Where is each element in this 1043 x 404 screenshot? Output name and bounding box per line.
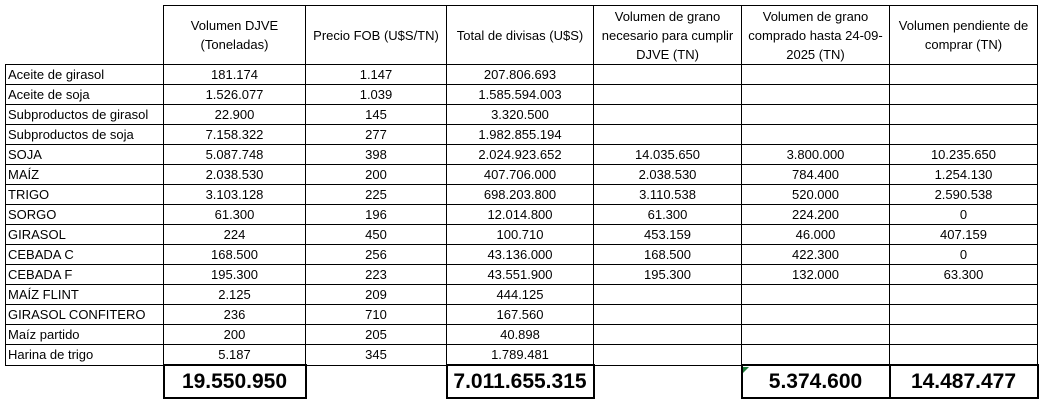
cell-comment-marker [743,367,749,373]
cell-volumen-necesario[interactable]: 61.300 [594,205,742,225]
cell-total-divisas[interactable]: 1.789.481 [447,345,594,366]
table-row [6,185,1038,205]
cell-volumen-comprado[interactable] [742,85,890,105]
cell-volumen-djve[interactable]: 1.526.077 [164,85,306,105]
cell-precio-fob[interactable]: 1.147 [306,65,447,85]
cell-volumen-comprado[interactable]: 520.000 [742,185,890,205]
table-row [6,205,1038,225]
cell-total-divisas[interactable]: 1.585.594.003 [447,85,594,105]
totals-row [6,365,1038,398]
row-name[interactable]: GIRASOL CONFITERO [6,305,164,325]
header-volumen-comprado: Volumen de grano comprado hasta 24-09-2025 (TN) [742,6,890,65]
djve-table [5,5,1039,399]
cell-precio-fob[interactable]: 450 [306,225,447,245]
cell-total-divisas[interactable]: 100.710 [447,225,594,245]
cell-volumen-pendiente[interactable] [890,325,1038,345]
header-volumen-necesario: Volumen de grano necesario para cumplir DJVE (TN) [594,6,742,65]
cell-volumen-djve[interactable]: 168.500 [164,245,306,265]
cell-volumen-necesario[interactable] [594,305,742,325]
cell-volumen-comprado[interactable] [742,105,890,125]
table-row [6,165,1038,185]
table-row [6,305,1038,325]
cell-total-divisas[interactable]: 43.551.900 [447,265,594,285]
cell-volumen-necesario[interactable]: 453.159 [594,225,742,245]
cell-volumen-comprado[interactable] [742,125,890,145]
cell-precio-fob[interactable]: 200 [306,165,447,185]
cell-volumen-pendiente[interactable]: 10.235.650 [890,145,1038,165]
table-row [6,345,1038,366]
row-name[interactable]: CEBADA C [6,245,164,265]
cell-precio-fob[interactable]: 398 [306,145,447,165]
row-name[interactable]: SOJA [6,145,164,165]
cell-precio-fob[interactable]: 277 [306,125,447,145]
cell-total-divisas[interactable]: 12.014.800 [447,205,594,225]
cell-volumen-pendiente[interactable] [890,105,1038,125]
row-name[interactable]: Aceite de girasol [6,65,164,85]
cell-total-divisas[interactable]: 444.125 [447,285,594,305]
row-name[interactable]: Maíz partido [6,325,164,345]
cell-volumen-comprado[interactable]: 224.200 [742,205,890,225]
cell-volumen-comprado[interactable] [742,65,890,85]
cell-volumen-pendiente[interactable] [890,305,1038,325]
total-volumen-comprado[interactable]: 5.374.600 [742,365,890,398]
cell-volumen-djve[interactable]: 200 [164,325,306,345]
cell-total-divisas[interactable]: 40.898 [447,325,594,345]
header-corner [6,6,164,65]
totals-spacer [6,365,164,398]
row-name[interactable]: SORGO [6,205,164,225]
cell-volumen-pendiente[interactable] [890,65,1038,85]
cell-precio-fob[interactable]: 345 [306,345,447,366]
cell-total-divisas[interactable]: 407.706.000 [447,165,594,185]
cell-total-divisas[interactable]: 3.320.500 [447,105,594,125]
table-row [6,145,1038,165]
table-row [6,225,1038,245]
table-row [6,285,1038,305]
cell-precio-fob[interactable]: 209 [306,285,447,305]
cell-volumen-pendiente[interactable] [890,345,1038,366]
cell-volumen-necesario[interactable] [594,285,742,305]
cell-volumen-pendiente[interactable]: 63.300 [890,265,1038,285]
cell-volumen-necesario[interactable] [594,125,742,145]
totals-spacer [306,365,447,398]
cell-volumen-pendiente[interactable]: 407.159 [890,225,1038,245]
cell-volumen-pendiente[interactable]: 0 [890,245,1038,265]
cell-volumen-djve[interactable]: 22.900 [164,105,306,125]
cell-total-divisas[interactable]: 43.136.000 [447,245,594,265]
cell-precio-fob[interactable]: 196 [306,205,447,225]
cell-volumen-necesario[interactable]: 2.038.530 [594,165,742,185]
cell-volumen-pendiente[interactable]: 2.590.538 [890,185,1038,205]
cell-total-divisas[interactable]: 2.024.923.652 [447,145,594,165]
cell-volumen-djve[interactable]: 7.158.322 [164,125,306,145]
cell-precio-fob[interactable]: 1.039 [306,85,447,105]
cell-precio-fob[interactable]: 223 [306,265,447,285]
cell-volumen-necesario[interactable]: 14.035.650 [594,145,742,165]
cell-total-divisas[interactable]: 207.806.693 [447,65,594,85]
row-name[interactable]: CEBADA F [6,265,164,285]
cell-volumen-comprado[interactable] [742,345,890,366]
cell-volumen-djve[interactable]: 195.300 [164,265,306,285]
cell-volumen-comprado[interactable]: 422.300 [742,245,890,265]
table-row [6,85,1038,105]
cell-volumen-pendiente[interactable] [890,125,1038,145]
row-name[interactable]: Subproductos de soja [6,125,164,145]
header-volumen-djve: Volumen DJVE (Toneladas) [164,6,306,65]
row-name[interactable]: Harina de trigo [6,345,164,366]
cell-total-divisas[interactable]: 698.203.800 [447,185,594,205]
cell-precio-fob[interactable]: 710 [306,305,447,325]
table-row [6,105,1038,125]
cell-volumen-djve[interactable]: 2.125 [164,285,306,305]
cell-volumen-comprado[interactable] [742,325,890,345]
row-name[interactable]: TRIGO [6,185,164,205]
cell-volumen-necesario[interactable] [594,105,742,125]
cell-precio-fob[interactable]: 256 [306,245,447,265]
table-row [6,125,1038,145]
total-volumen-pendiente[interactable]: 14.487.477 [890,365,1038,398]
cell-volumen-djve[interactable]: 236 [164,305,306,325]
cell-volumen-djve[interactable]: 5.187 [164,345,306,366]
cell-volumen-comprado[interactable]: 132.000 [742,265,890,285]
cell-volumen-comprado[interactable]: 784.400 [742,165,890,185]
cell-volumen-necesario[interactable] [594,65,742,85]
table-row [6,325,1038,345]
total-divisas[interactable]: 7.011.655.315 [447,365,594,398]
table-row [6,245,1038,265]
row-name[interactable]: Aceite de soja [6,85,164,105]
row-name[interactable]: GIRASOL [6,225,164,245]
cell-volumen-comprado[interactable]: 3.800.000 [742,145,890,165]
cell-volumen-djve[interactable]: 224 [164,225,306,245]
row-name[interactable]: MAÍZ FLINT [6,285,164,305]
cell-volumen-pendiente[interactable] [890,85,1038,105]
cell-total-divisas[interactable]: 167.560 [447,305,594,325]
row-name[interactable]: MAÍZ [6,165,164,185]
row-name[interactable]: Subproductos de girasol [6,105,164,125]
header-total-divisas: Total de divisas (U$S) [447,6,594,65]
totals-spacer [594,365,742,398]
table-row [6,265,1038,285]
cell-volumen-necesario[interactable] [594,325,742,345]
cell-volumen-comprado[interactable] [742,285,890,305]
table-row [6,65,1038,85]
cell-precio-fob[interactable]: 225 [306,185,447,205]
cell-volumen-pendiente[interactable] [890,285,1038,305]
cell-volumen-pendiente[interactable]: 1.254.130 [890,165,1038,185]
header-row [6,6,1038,65]
cell-volumen-djve[interactable]: 3.103.128 [164,185,306,205]
cell-volumen-necesario[interactable]: 195.300 [594,265,742,285]
cell-volumen-necesario[interactable] [594,85,742,105]
cell-precio-fob[interactable]: 205 [306,325,447,345]
cell-total-divisas[interactable]: 1.982.855.194 [447,125,594,145]
cell-volumen-comprado[interactable]: 46.000 [742,225,890,245]
cell-volumen-djve[interactable]: 2.038.530 [164,165,306,185]
cell-volumen-necesario[interactable] [594,345,742,366]
cell-volumen-djve[interactable]: 181.174 [164,65,306,85]
cell-precio-fob[interactable]: 145 [306,105,447,125]
cell-volumen-pendiente[interactable]: 0 [890,205,1038,225]
total-volumen-djve[interactable]: 19.550.950 [164,365,306,398]
cell-volumen-djve[interactable]: 5.087.748 [164,145,306,165]
cell-volumen-necesario[interactable]: 168.500 [594,245,742,265]
cell-volumen-comprado[interactable] [742,305,890,325]
cell-volumen-djve[interactable]: 61.300 [164,205,306,225]
header-volumen-pendiente: Volumen pendiente de comprar (TN) [890,6,1038,65]
cell-volumen-necesario[interactable]: 3.110.538 [594,185,742,205]
header-precio-fob: Precio FOB (U$S/TN) [306,6,447,65]
